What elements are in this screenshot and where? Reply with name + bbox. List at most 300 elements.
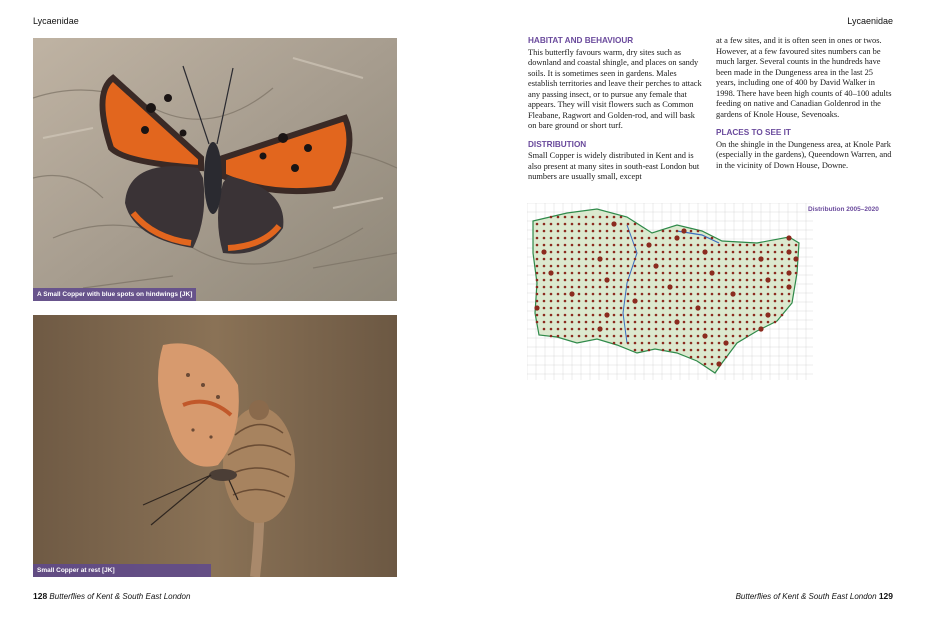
record-dot — [536, 244, 539, 247]
record-dot — [690, 300, 693, 303]
record-dot — [739, 244, 742, 247]
record-dot — [564, 230, 567, 233]
record-dot — [627, 307, 630, 310]
record-dot — [704, 279, 707, 282]
heading-places: PLACES TO SEE IT — [716, 128, 791, 137]
record-dot — [620, 244, 623, 247]
record-dot — [718, 272, 721, 275]
record-dot — [648, 300, 651, 303]
record-dot — [704, 363, 707, 366]
photo-small-copper-at-rest — [33, 315, 397, 577]
record-dot — [767, 244, 770, 247]
record-dot — [564, 251, 567, 254]
record-dot — [655, 279, 658, 282]
record-dot — [641, 342, 644, 345]
record-dot — [592, 251, 595, 254]
record-dot — [641, 335, 644, 338]
record-dot — [669, 272, 672, 275]
record-dot — [599, 272, 602, 275]
record-dot — [725, 265, 728, 268]
record-dot — [746, 300, 749, 303]
record-dot — [564, 223, 567, 226]
record-dot — [683, 335, 686, 338]
record-dot — [578, 272, 581, 275]
record-dot — [732, 279, 735, 282]
record-dot — [690, 342, 693, 345]
record-dot — [599, 286, 602, 289]
record-dot — [725, 328, 728, 331]
record-dot — [669, 265, 672, 268]
record-dot — [655, 335, 658, 338]
record-dot — [543, 244, 546, 247]
record-dot — [718, 321, 721, 324]
record-dot — [641, 265, 644, 268]
record-dot — [564, 265, 567, 268]
record-dot — [676, 258, 679, 261]
record-dot — [690, 258, 693, 261]
record-dot — [711, 328, 714, 331]
record-dot — [697, 349, 700, 352]
record-dot — [571, 314, 574, 317]
record-dot — [760, 286, 763, 289]
record-dot — [543, 237, 546, 240]
record-dot — [585, 328, 588, 331]
record-dot — [774, 279, 777, 282]
record-dot — [648, 335, 651, 338]
record-dot — [606, 237, 609, 240]
record-dot — [585, 335, 588, 338]
record-dot — [662, 237, 665, 240]
record-dot — [613, 286, 616, 289]
record-dot — [634, 272, 637, 275]
record-dot — [788, 293, 791, 296]
record-dot — [550, 265, 553, 268]
record-dot — [613, 237, 616, 240]
record-dot — [669, 244, 672, 247]
record-dot — [781, 244, 784, 247]
record-dot — [569, 291, 574, 296]
record-dot — [564, 286, 567, 289]
record-dot — [725, 258, 728, 261]
record-dot — [709, 270, 714, 275]
record-dot — [592, 293, 595, 296]
record-dot — [613, 328, 616, 331]
record-dot — [683, 314, 686, 317]
record-dot — [536, 272, 539, 275]
record-dot — [711, 244, 714, 247]
record-dot — [683, 244, 686, 247]
record-dot — [669, 349, 672, 352]
record-dot — [718, 335, 721, 338]
record-dot — [725, 251, 728, 254]
record-dot — [578, 286, 581, 289]
record-dot — [788, 265, 791, 268]
record-dot — [536, 286, 539, 289]
record-dot — [704, 300, 707, 303]
record-dot — [550, 230, 553, 233]
record-dot — [571, 279, 574, 282]
record-dot — [648, 307, 651, 310]
record-dot — [641, 279, 644, 282]
record-dot — [788, 300, 791, 303]
record-dot — [613, 244, 616, 247]
record-dot — [662, 293, 665, 296]
record-dot — [641, 272, 644, 275]
record-dot — [795, 265, 798, 268]
record-dot — [550, 286, 553, 289]
record-dot — [599, 265, 602, 268]
record-dot — [641, 244, 644, 247]
record-dot — [753, 314, 756, 317]
record-dot — [620, 251, 623, 254]
record-dot — [592, 300, 595, 303]
record-dot — [711, 307, 714, 310]
record-dot — [774, 265, 777, 268]
record-dot — [746, 314, 749, 317]
record-dot — [564, 272, 567, 275]
record-dot — [550, 279, 553, 282]
record-dot — [718, 342, 721, 345]
record-dot — [683, 293, 686, 296]
record-dot — [676, 244, 679, 247]
record-dot — [634, 335, 637, 338]
record-dot — [760, 300, 763, 303]
record-dot — [655, 237, 658, 240]
record-dot — [795, 272, 798, 275]
record-dot — [753, 286, 756, 289]
record-dot — [557, 279, 560, 282]
record-dot — [702, 249, 707, 254]
record-dot — [641, 293, 644, 296]
record-dot — [753, 272, 756, 275]
record-dot — [585, 265, 588, 268]
record-dot — [753, 265, 756, 268]
record-dot — [753, 258, 756, 261]
record-dot — [711, 356, 714, 359]
record-dot — [606, 321, 609, 324]
record-dot — [585, 300, 588, 303]
record-dot — [788, 244, 791, 247]
record-dot — [718, 349, 721, 352]
record-dot — [648, 314, 651, 317]
text-column-2 — [716, 36, 892, 171]
record-dot — [683, 237, 686, 240]
record-dot — [599, 335, 602, 338]
record-dot — [536, 293, 539, 296]
record-dot — [739, 258, 742, 261]
record-dot — [620, 230, 623, 233]
record-dot — [564, 335, 567, 338]
record-dot — [774, 321, 777, 324]
record-dot — [739, 279, 742, 282]
record-dot — [662, 258, 665, 261]
record-dot — [704, 265, 707, 268]
record-dot — [543, 258, 546, 261]
record-dot — [543, 230, 546, 233]
record-dot — [767, 265, 770, 268]
record-dot — [669, 251, 672, 254]
record-dot — [571, 258, 574, 261]
record-dot — [718, 279, 721, 282]
record-dot — [781, 314, 784, 317]
record-dot — [564, 321, 567, 324]
record-dot — [739, 307, 742, 310]
photo-small-copper-open-wings — [33, 38, 397, 301]
record-dot — [634, 244, 637, 247]
record-dot — [641, 237, 644, 240]
record-dot — [758, 256, 763, 261]
record-dot — [592, 328, 595, 331]
record-dot — [620, 342, 623, 345]
record-dot — [543, 223, 546, 226]
record-dot — [781, 300, 784, 303]
record-dot — [606, 251, 609, 254]
record-dot — [669, 293, 672, 296]
record-dot — [753, 321, 756, 324]
record-dot — [732, 251, 735, 254]
record-dot — [557, 223, 560, 226]
record-dot — [746, 279, 749, 282]
record-dot — [564, 328, 567, 331]
record-dot — [732, 321, 735, 324]
record-dot — [711, 251, 714, 254]
heading-distribution: DISTRIBUTION — [528, 139, 587, 149]
record-dot — [613, 307, 616, 310]
record-dot — [732, 300, 735, 303]
record-dot — [725, 300, 728, 303]
record-dot — [732, 307, 735, 310]
record-dot — [732, 335, 735, 338]
record-dot — [674, 235, 679, 240]
record-dot — [578, 321, 581, 324]
record-dot — [613, 300, 616, 303]
record-dot — [599, 300, 602, 303]
record-dot — [571, 251, 574, 254]
record-dot — [571, 286, 574, 289]
record-dot — [620, 335, 623, 338]
record-dot — [564, 244, 567, 247]
record-dot — [718, 258, 721, 261]
record-dot — [690, 279, 693, 282]
record-dot — [627, 272, 630, 275]
record-dot — [648, 279, 651, 282]
record-dot — [592, 258, 595, 261]
record-dot — [781, 286, 784, 289]
record-dot — [760, 265, 763, 268]
record-dot — [578, 216, 581, 219]
record-dot — [536, 251, 539, 254]
record-dot — [732, 244, 735, 247]
record-dot — [681, 228, 686, 233]
record-dot — [627, 342, 630, 345]
record-dot — [732, 286, 735, 289]
record-dot — [774, 314, 777, 317]
record-dot — [758, 326, 763, 331]
record-dot — [746, 321, 749, 324]
record-dot — [746, 265, 749, 268]
record-dot — [718, 307, 721, 310]
record-dot — [627, 230, 630, 233]
record-dot — [690, 272, 693, 275]
record-dot — [634, 279, 637, 282]
record-dot — [786, 249, 791, 254]
record-dot — [767, 272, 770, 275]
record-dot — [648, 293, 651, 296]
record-dot — [571, 223, 574, 226]
record-dot — [606, 307, 609, 310]
record-dot — [536, 265, 539, 268]
record-dot — [634, 237, 637, 240]
record-dot — [599, 293, 602, 296]
record-dot — [620, 286, 623, 289]
record-dot — [725, 349, 728, 352]
record-dot — [786, 270, 791, 275]
record-dot — [669, 300, 672, 303]
record-dot — [669, 230, 672, 233]
record-dot — [655, 244, 658, 247]
record-dot — [613, 272, 616, 275]
record-dot — [571, 307, 574, 310]
record-dot — [697, 300, 700, 303]
record-dot — [634, 265, 637, 268]
record-dot — [774, 272, 777, 275]
record-dot — [564, 258, 567, 261]
map-title: Distribution 2005–2020 — [808, 206, 879, 213]
record-dot — [697, 314, 700, 317]
record-dot — [606, 300, 609, 303]
record-dot — [613, 321, 616, 324]
record-dot — [536, 230, 539, 233]
record-dot — [641, 300, 644, 303]
record-dot — [711, 293, 714, 296]
record-dot — [655, 293, 658, 296]
record-dot — [786, 284, 791, 289]
record-dot — [557, 307, 560, 310]
record-dot — [578, 237, 581, 240]
record-dot — [690, 265, 693, 268]
record-dot — [599, 223, 602, 226]
footer-title-left: Butterflies of Kent & South East London — [49, 592, 191, 601]
record-dot — [564, 300, 567, 303]
record-dot — [704, 314, 707, 317]
footer-left — [33, 591, 190, 601]
record-dot — [585, 286, 588, 289]
record-dot — [767, 321, 770, 324]
record-dot — [620, 328, 623, 331]
record-dot — [541, 249, 546, 254]
record-dot — [753, 293, 756, 296]
record-dot — [711, 314, 714, 317]
record-dot — [795, 244, 798, 247]
record-dot — [543, 286, 546, 289]
record-dot — [557, 321, 560, 324]
record-dot — [557, 272, 560, 275]
record-dot — [571, 272, 574, 275]
record-dot — [725, 286, 728, 289]
record-dot — [585, 272, 588, 275]
record-dot — [620, 321, 623, 324]
record-dot — [613, 335, 616, 338]
record-dot — [557, 293, 560, 296]
record-dot — [634, 251, 637, 254]
record-dot — [606, 244, 609, 247]
record-dot — [697, 279, 700, 282]
record-dot — [627, 314, 630, 317]
record-dot — [557, 216, 560, 219]
record-dot — [655, 314, 658, 317]
record-dot — [599, 230, 602, 233]
record-dot — [711, 342, 714, 345]
record-dot — [774, 307, 777, 310]
record-dot — [695, 305, 700, 310]
record-dot — [676, 293, 679, 296]
record-dot — [683, 321, 686, 324]
record-dot — [620, 300, 623, 303]
record-dot — [767, 307, 770, 310]
record-dot — [669, 258, 672, 261]
record-dot — [746, 251, 749, 254]
record-dot — [669, 342, 672, 345]
record-dot — [613, 314, 616, 317]
distribution-map — [527, 203, 813, 380]
record-dot — [704, 272, 707, 275]
record-dot — [571, 265, 574, 268]
record-dot — [578, 258, 581, 261]
record-dot — [627, 300, 630, 303]
record-dot — [732, 272, 735, 275]
record-dot — [578, 300, 581, 303]
record-dot — [550, 328, 553, 331]
record-dot — [683, 300, 686, 303]
record-dot — [676, 265, 679, 268]
record-dot — [662, 279, 665, 282]
record-dot — [557, 251, 560, 254]
record-dot — [550, 314, 553, 317]
record-dot — [599, 251, 602, 254]
record-dot — [697, 293, 700, 296]
record-dot — [571, 335, 574, 338]
record-dot — [536, 258, 539, 261]
record-dot — [564, 279, 567, 282]
record-dot — [739, 300, 742, 303]
record-dot — [571, 300, 574, 303]
record-dot — [585, 307, 588, 310]
record-dot — [585, 251, 588, 254]
record-dot — [536, 279, 539, 282]
record-dot — [606, 223, 609, 226]
habitat-text: This butterfly favours warm, dry sites such as downland and coastal shingle, and places on sandy soils. It is sometimes seen in gardens. Males establish territories and leave their perches to attack any passing insect, or to pursue any female that appears. They will visit flowers such as Common Fleabane, Ragwort and Golden-rod, and will bask on bare ground or short turf. — [528, 47, 702, 130]
record-dot — [725, 321, 728, 324]
record-dot — [592, 272, 595, 275]
record-dot — [557, 314, 560, 317]
record-dot — [627, 258, 630, 261]
record-dot — [662, 349, 665, 352]
record-dot — [620, 258, 623, 261]
record-dot — [781, 251, 784, 254]
record-dot — [676, 314, 679, 317]
record-dot — [718, 293, 721, 296]
record-dot — [690, 335, 693, 338]
record-dot — [662, 328, 665, 331]
record-dot — [648, 237, 651, 240]
record-dot — [767, 293, 770, 296]
record-dot — [578, 307, 581, 310]
butterfly-at-rest-illustration — [33, 315, 397, 577]
record-dot — [760, 307, 763, 310]
record-dot — [604, 277, 609, 282]
record-dot — [683, 286, 686, 289]
record-dot — [704, 286, 707, 289]
